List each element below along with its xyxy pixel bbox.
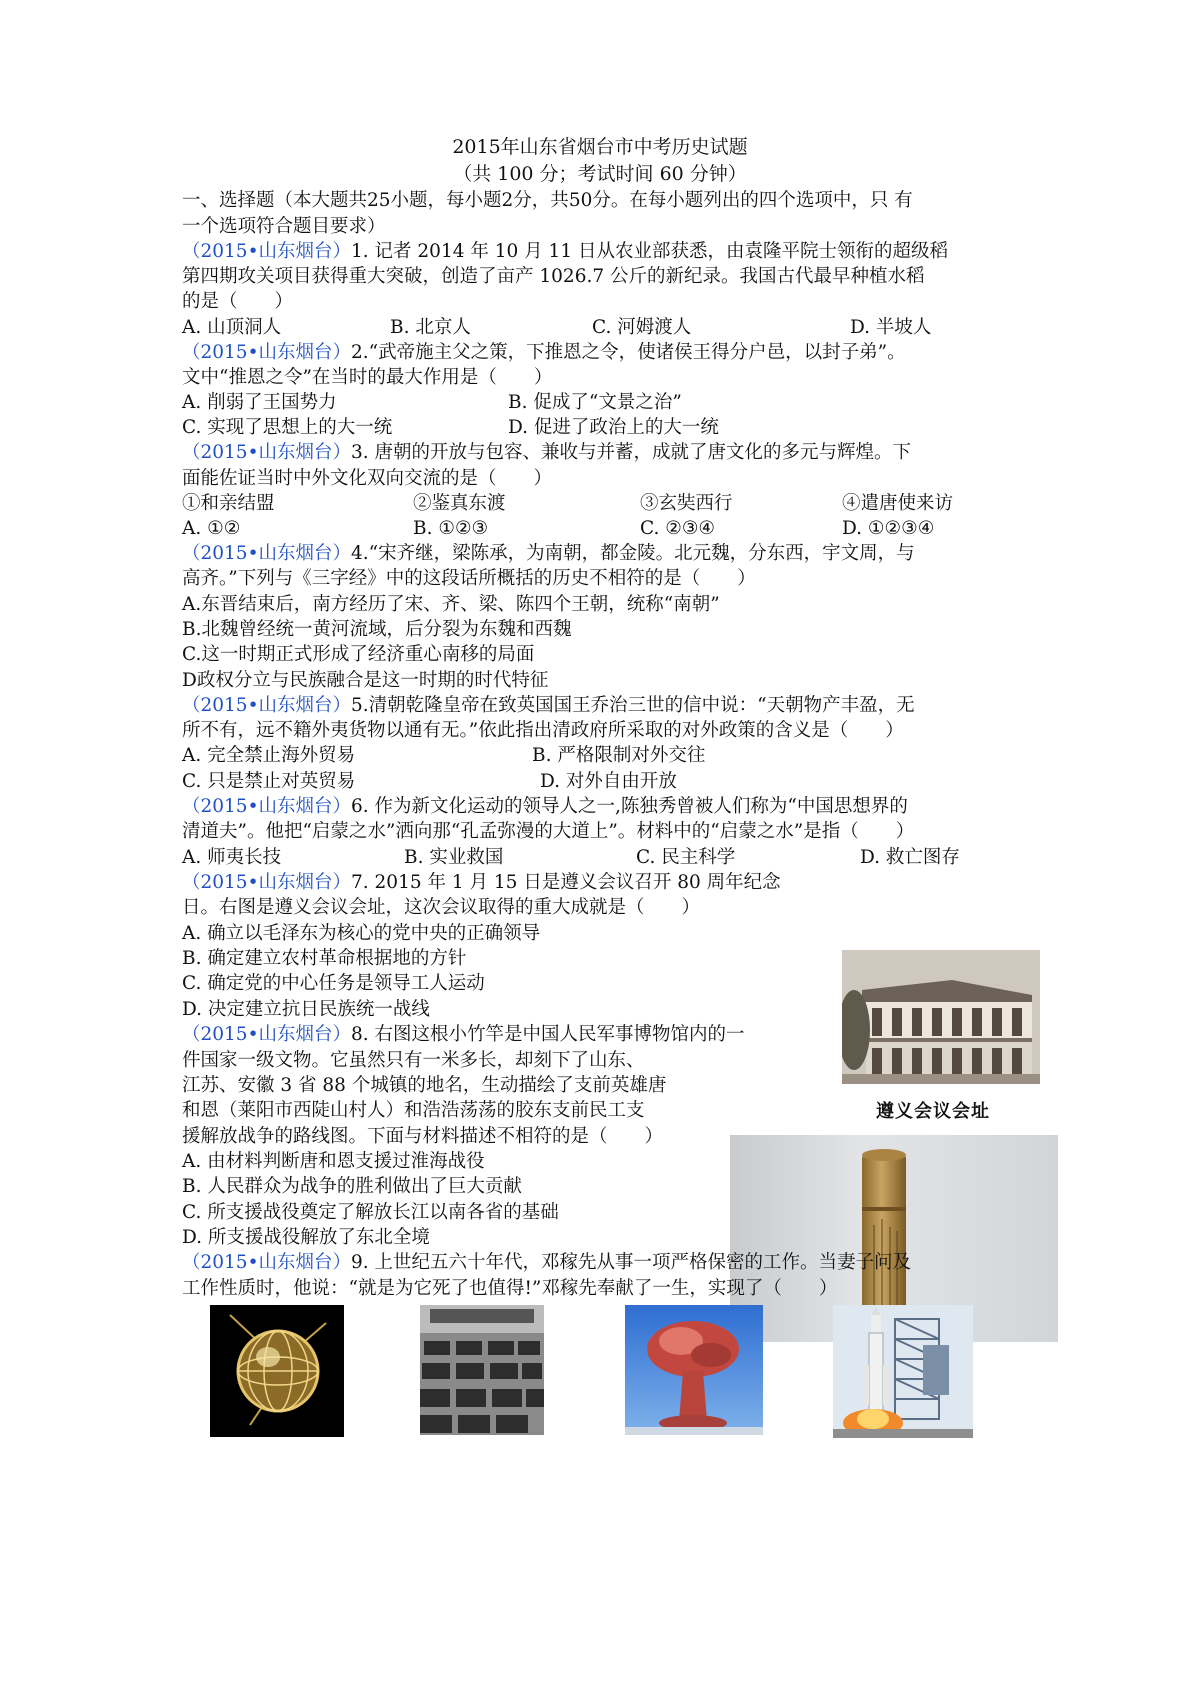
source-tag: （2015•山东烟台） bbox=[182, 241, 351, 262]
question-8-line-3: 江苏、安徽 3 省 88 个城镇的地名，生动描绘了支前英雄唐 bbox=[182, 1075, 667, 1096]
question-6-line-2: 清道夫”。他把“启蒙之水”洒向那“孔孟弥漫的大道上”。材料中的“启蒙之水”是指（ ） bbox=[182, 821, 915, 842]
question-6-option-b: B. 实业救国 bbox=[404, 847, 504, 868]
steel-factory-photo bbox=[420, 1305, 544, 1435]
rocket-launch-photo bbox=[833, 1305, 973, 1438]
section-instructions: 一、选择题（本大题共25小题，每小题2分，共50分。在每小题列出的四个选项中，只 有 bbox=[182, 190, 913, 211]
question-1-option-c: C. 河姆渡人 bbox=[592, 317, 692, 338]
question-3-statement-1: ①和亲结盟 bbox=[182, 493, 275, 514]
question-2-line-2: 文中“推恩之令”在当时的最大作用是（ ） bbox=[182, 367, 553, 388]
question-1-line-3: 的是（ ） bbox=[182, 291, 294, 312]
question-5-option-c: C. 只是禁止对英贸易 bbox=[182, 771, 356, 792]
question-7-line-2: 日。右图是遵义会议会址，这次会议取得的重大成就是（ ） bbox=[182, 897, 701, 918]
question-7-option-a: A. 确立以毛泽东为核心的党中央的正确领导 bbox=[182, 923, 541, 944]
question-8-option-b: B. 人民群众为战争的胜利做出了巨大贡献 bbox=[182, 1176, 522, 1197]
question-5-option-d: D. 对外自由开放 bbox=[540, 771, 677, 792]
question-2-line-1: （2015•山东烟台）2.“武帝施主父之策，下推恩之令，使诸侯王得分户邑，以封子弟”。 bbox=[182, 342, 906, 363]
question-3-line-1: （2015•山东烟台）3. 唐朝的开放与包容、兼收与并蓄，成就了唐文化的多元与辉煌。下 bbox=[182, 442, 912, 463]
question-8-line-2: 件国家一级文物。它虽然只有一米多长，却刻下了山东、 bbox=[182, 1050, 645, 1071]
question-1-option-a: A. 山顶洞人 bbox=[182, 317, 282, 338]
zunyi-photo-caption: 遵义会议会址 bbox=[876, 1101, 990, 1122]
question-3-statement-4: ④遣唐使来访 bbox=[842, 493, 954, 514]
question-8-option-c: C. 所支援战役奠定了解放长江以南各省的基础 bbox=[182, 1202, 559, 1223]
question-4-option-b: B.北魏曾经统一黄河流域，后分裂为东魏和西魏 bbox=[182, 619, 572, 640]
question-4-option-c: C.这一时期正式形成了经济重心南移的局面 bbox=[182, 644, 535, 665]
question-3-option-b: B. ①②③ bbox=[413, 518, 489, 539]
mushroom-cloud-photo bbox=[625, 1305, 763, 1435]
question-7-option-d: D. 决定建立抗日民族统一战线 bbox=[182, 999, 430, 1020]
question-4-option-a: A.东晋结束后，南方经历了宋、齐、梁、陈四个王朝，统称“南朝” bbox=[182, 594, 720, 615]
question-4-option-d: D政权分立与民族融合是这一时期的时代特征 bbox=[182, 670, 549, 691]
question-8-line-5: 援解放战争的路线图。下面与材料描述不相符的是（ ） bbox=[182, 1126, 664, 1147]
question-3-line-2: 面能佐证当时中外文化双向交流的是（ ） bbox=[182, 468, 553, 489]
question-3-option-c: C. ②③④ bbox=[640, 518, 716, 539]
question-6-option-c: C. 民主科学 bbox=[636, 847, 736, 868]
question-3-option-d: D. ①②③④ bbox=[842, 518, 935, 539]
question-1-option-d: D. 半坡人 bbox=[850, 317, 932, 338]
question-1-line-2: 第四期攻关项目获得重大突破，创造了亩产 1026.7 公斤的新纪录。我国古代最早种植水稻 bbox=[182, 266, 925, 287]
question-3-option-a: A. ①② bbox=[182, 518, 241, 539]
question-7-option-c: C. 确定党的中心任务是领导工人运动 bbox=[182, 973, 485, 994]
question-8-line-1: （2015•山东烟台）8. 右图这根小竹竿是中国人民军事博物馆内的一 bbox=[182, 1024, 745, 1045]
question-2-option-d: D. 促进了政治上的大一统 bbox=[508, 417, 719, 438]
question-2-option-a: A. 削弱了王国势力 bbox=[182, 392, 337, 413]
question-6-option-a: A. 师夷长技 bbox=[182, 847, 282, 868]
question-5-option-a: A. 完全禁止海外贸易 bbox=[182, 745, 356, 766]
question-5-line-2: 所不有，远不籍外夷货物以通有无。”依此指出清政府所采取的对外政策的含义是（ ） bbox=[182, 720, 904, 741]
question-1-option-b: B. 北京人 bbox=[390, 317, 471, 338]
question-9-line-2: 工作性质时，他说：“就是为它死了也值得!”邓稼先奉献了一生，实现了（ ） bbox=[182, 1278, 838, 1299]
question-5-option-b: B. 严格限制对外交往 bbox=[532, 745, 706, 766]
satellite-photo bbox=[210, 1305, 344, 1437]
question-9-line-1: （2015•山东烟台）9. 上世纪五六十年代，邓稼先从事一项严格保密的工作。当妻子问及 bbox=[182, 1252, 912, 1273]
question-2-option-b: B. 促成了“文景之治” bbox=[508, 392, 682, 413]
question-4-line-1: （2015•山东烟台）4.“宋齐继，梁陈承，为南朝，都金陵。北元魏，分东西，宇文周，与 bbox=[182, 543, 915, 564]
question-6-line-1: （2015•山东烟台）6. 作为新文化运动的领导人之一,陈独秀曾被人们称为“中国思想界的 bbox=[182, 796, 908, 817]
question-3-statement-3: ③玄奘西行 bbox=[640, 493, 733, 514]
question-8-option-a: A. 由材料判断唐和恩支援过淮海战役 bbox=[182, 1151, 485, 1172]
question-5-line-1: （2015•山东烟台）5.清朝乾隆皇帝在致英国国王乔治三世的信中说：“天朝物产丰盈，无 bbox=[182, 695, 915, 716]
question-2-option-c: C. 实现了思想上的大一统 bbox=[182, 417, 393, 438]
question-8-line-4: 和恩（莱阳市西陡山村人）和浩浩荡荡的胶东支前民工支 bbox=[182, 1100, 645, 1121]
question-1-line-1: （2015•山东烟台）1. 记者 2014 年 10 月 11 日从农业部获悉，由袁隆平院士领衔的超级稻 bbox=[182, 241, 948, 262]
page-title: 2015年山东省烟台市中考历史试题 bbox=[452, 136, 748, 158]
page-subtitle: （共 100 分；考试时间 60 分钟） bbox=[453, 163, 747, 185]
question-8-option-d: D. 所支援战役解放了东北全境 bbox=[182, 1227, 430, 1248]
question-3-statement-2: ②鉴真东渡 bbox=[413, 493, 506, 514]
question-6-option-d: D. 救亡图存 bbox=[860, 847, 960, 868]
question-7-option-b: B. 确定建立农村革命根据地的方针 bbox=[182, 948, 467, 969]
zunyi-site-photo bbox=[842, 950, 1040, 1084]
question-7-line-1: （2015•山东烟台）7. 2015 年 1 月 15 日是遵义会议召开 80 周年纪念 bbox=[182, 872, 781, 893]
section-instructions-cont: 一个选项符合题目要求） bbox=[182, 216, 386, 237]
question-4-line-2: 高齐。”下列与《三字经》中的这段话所概括的历史不相符的是（ ） bbox=[182, 568, 756, 589]
